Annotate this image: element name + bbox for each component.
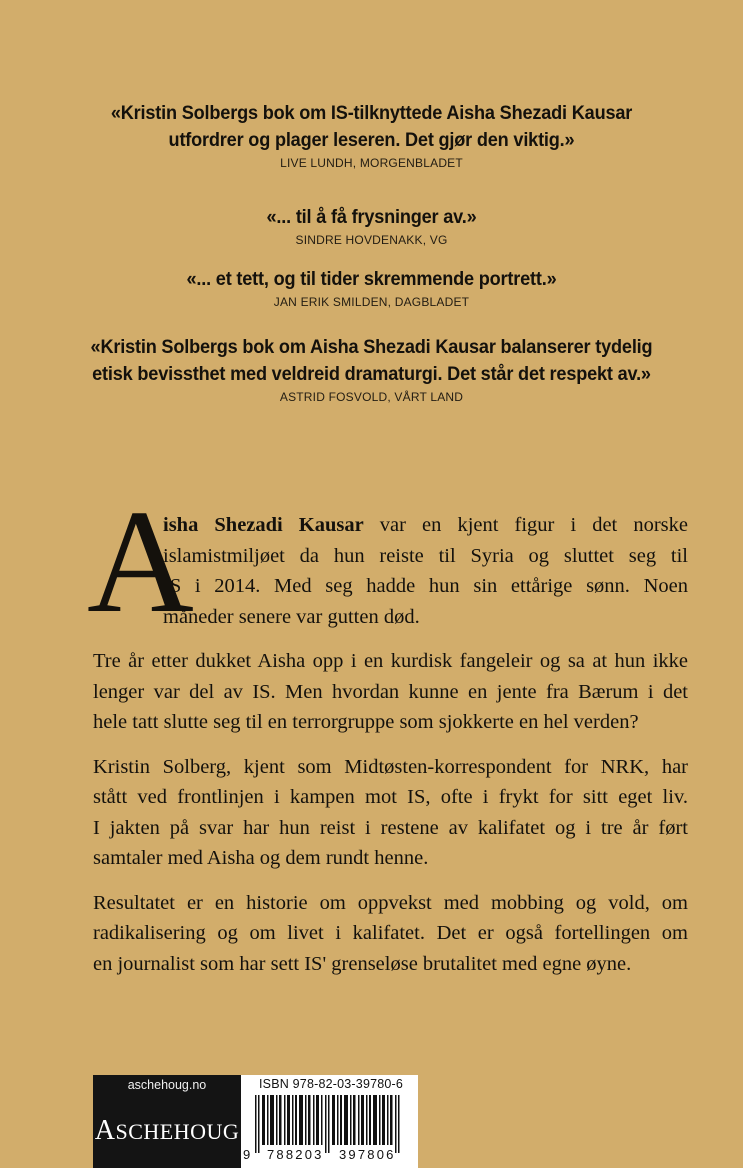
blurb-paragraph-4 <box>93 888 688 980</box>
ean-first-digit: 9 <box>243 1147 251 1162</box>
publisher-logo-rest: SCHEHOUG <box>115 1119 240 1144</box>
quote-source: LIVE LUNDH, MORGENBLADET <box>280 156 463 170</box>
quote-source: ASTRID FOSVOLD, VÅRT LAND <box>279 390 464 404</box>
blurb-line: I jakten på svar har hun reist i restene av kalifatet og i tre år ført <box>93 816 688 839</box>
blurb-paragraph-2 <box>93 646 688 738</box>
blurb-line: en journalist som har sett IS' grenseløse brutalitet med egne øyne. <box>93 952 632 975</box>
publisher-box <box>93 1075 241 1168</box>
subject-name: isha Shezadi Kausar <box>163 514 364 536</box>
quote-line: utfordrer og plager leseren. Det gjør den viktig.» <box>168 129 575 151</box>
publisher-logo <box>93 1115 241 1147</box>
ean-group-2: 397806 <box>339 1147 396 1162</box>
blurb-paragraph-1 <box>87 480 688 644</box>
quote-source: SINDRE HOVDENAKK, VG <box>295 233 448 247</box>
review-quote-2 <box>0 204 743 248</box>
publisher-url: aschehoug.no <box>127 1078 207 1092</box>
isbn-box <box>241 1075 418 1168</box>
blurb-line: Tre år etter dukket Aisha opp i en kurdisk fangeleir og sa at hun ikke <box>93 650 688 672</box>
blurb-line-text: var en kjent figur i det norske <box>363 514 688 536</box>
blurb-line: Resultatet er en historie om oppvekst med mobbing og vold, om <box>93 891 688 914</box>
quote-line: «Kristin Solbergs bok om Aisha Shezadi Kausar balanserer tydelig <box>90 336 653 358</box>
blurb-paragraph-3 <box>93 752 688 874</box>
blurb-line: hele tatt slutte seg til en terrorgruppe som sjokkerte en hel verden? <box>93 711 639 733</box>
quote-source: JAN ERIK SMILDEN, DAGBLADET <box>273 295 470 309</box>
ean-group-1: 788203 <box>267 1147 324 1162</box>
blurb-line: islamistmiljøet da hun reiste til Syria og sluttet seg til <box>163 544 688 567</box>
blurb-line: IS i 2014. Med seg hadde hun sin ettårige sønn. Noen <box>163 575 688 597</box>
quote-line: «Kristin Solbergs bok om IS-tilknyttede Aisha Shezadi Kausar <box>110 102 633 124</box>
isbn-label: ISBN 978-82-03-39780-6 <box>259 1077 404 1091</box>
quote-line: etisk bevissthet med veldreid dramaturgi. Det står det respekt av.» <box>92 363 651 385</box>
quote-line: «... et tett, og til tider skremmende portrett.» <box>186 268 557 290</box>
review-quote-1 <box>0 100 743 171</box>
review-quote-4 <box>0 334 743 405</box>
barcode-panel <box>93 1075 418 1168</box>
book-blurb <box>87 480 688 993</box>
blurb-line: lenger var del av IS. Men hvordan kunne en jente fra Bærum i det <box>93 680 688 703</box>
review-quote-3 <box>0 266 743 310</box>
blurb-line: måneder senere var gutten død. <box>163 605 420 628</box>
drop-cap: A <box>87 480 194 644</box>
publisher-logo-initial: A <box>94 1115 116 1146</box>
blurb-line: radikalisering og om livet i kalifatet. Det er også fortellingen om <box>93 922 688 944</box>
barcode-icon <box>255 1095 405 1153</box>
quote-line: «... til å få frysninger av.» <box>266 206 477 228</box>
blurb-line: stått ved frontlinjen i kampen mot IS, ofte i frykt for sitt eget liv. <box>93 786 688 808</box>
blurb-line: samtaler med Aisha og dem rundt henne. <box>93 847 429 869</box>
blurb-line: Kristin Solberg, kjent som Midtøsten-korrespondent for NRK, har <box>93 755 688 778</box>
